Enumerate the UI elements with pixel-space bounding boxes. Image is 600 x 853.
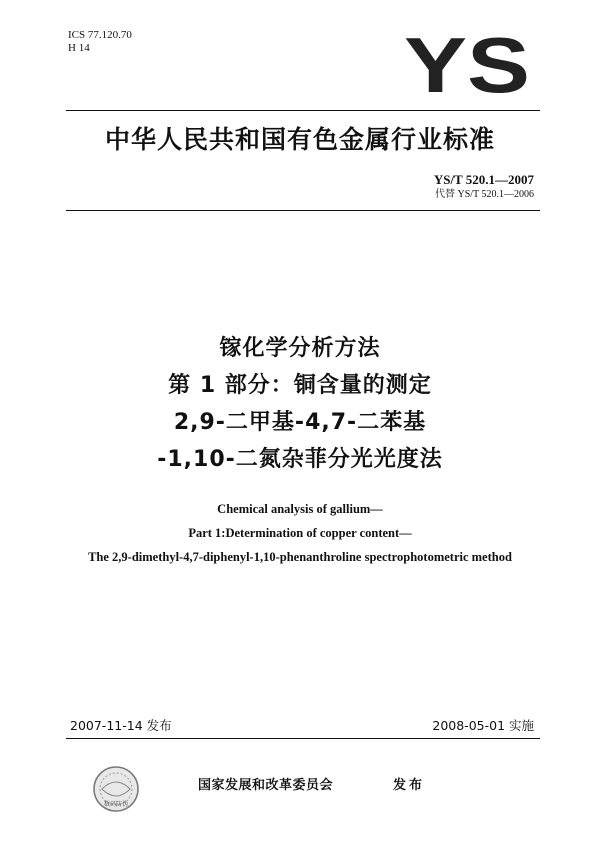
english-title-line-2: Part 1:Determination of copper content— bbox=[188, 526, 412, 540]
header-rule bbox=[66, 210, 540, 211]
replaces-note: 代替 YS/T 520.1—2006 bbox=[435, 189, 534, 200]
chinese-title-line-2: 第 1 部分：铜含量的测定 bbox=[168, 373, 432, 398]
publish-label: 发布 bbox=[393, 778, 426, 793]
seal-text: 数码防伪 bbox=[103, 801, 129, 808]
english-title bbox=[0, 497, 600, 569]
top-rule bbox=[66, 110, 540, 111]
footer-rule bbox=[66, 738, 540, 739]
standard-code-block bbox=[330, 172, 534, 202]
ccs-code: H 14 bbox=[68, 42, 90, 54]
chinese-title-line-1: 镓化学分析方法 bbox=[219, 336, 381, 361]
publisher-name: 国家发展和改革委员会 bbox=[198, 778, 334, 793]
english-title-line-3: The 2,9-dimethyl-4,7-diphenyl-1,10-phenanthroline spectrophotometric method bbox=[88, 550, 512, 564]
issue-date: 2007-11-14 发布 bbox=[70, 718, 172, 733]
anti-counterfeit-seal-icon bbox=[92, 765, 140, 813]
ys-logo-text: YS bbox=[404, 32, 530, 96]
implementation-date: 2008-05-01 实施 bbox=[432, 718, 534, 733]
standard-title: 中华人民共和国有色金属行业标准 bbox=[104, 125, 495, 154]
ys-logo bbox=[402, 32, 532, 96]
standard-number: YS/T 520.1—2007 bbox=[433, 172, 534, 187]
ics-code: ICS 77.120.70 bbox=[68, 29, 132, 41]
english-title-line-1: Chemical analysis of gallium— bbox=[217, 502, 383, 516]
chinese-title-line-3: 2,9-二甲基-4,7-二苯基 bbox=[173, 410, 427, 435]
chinese-title bbox=[0, 330, 600, 478]
chinese-title-line-4: -1,10-二氮杂菲分光光度法 bbox=[157, 447, 443, 472]
classification-codes bbox=[68, 29, 132, 55]
